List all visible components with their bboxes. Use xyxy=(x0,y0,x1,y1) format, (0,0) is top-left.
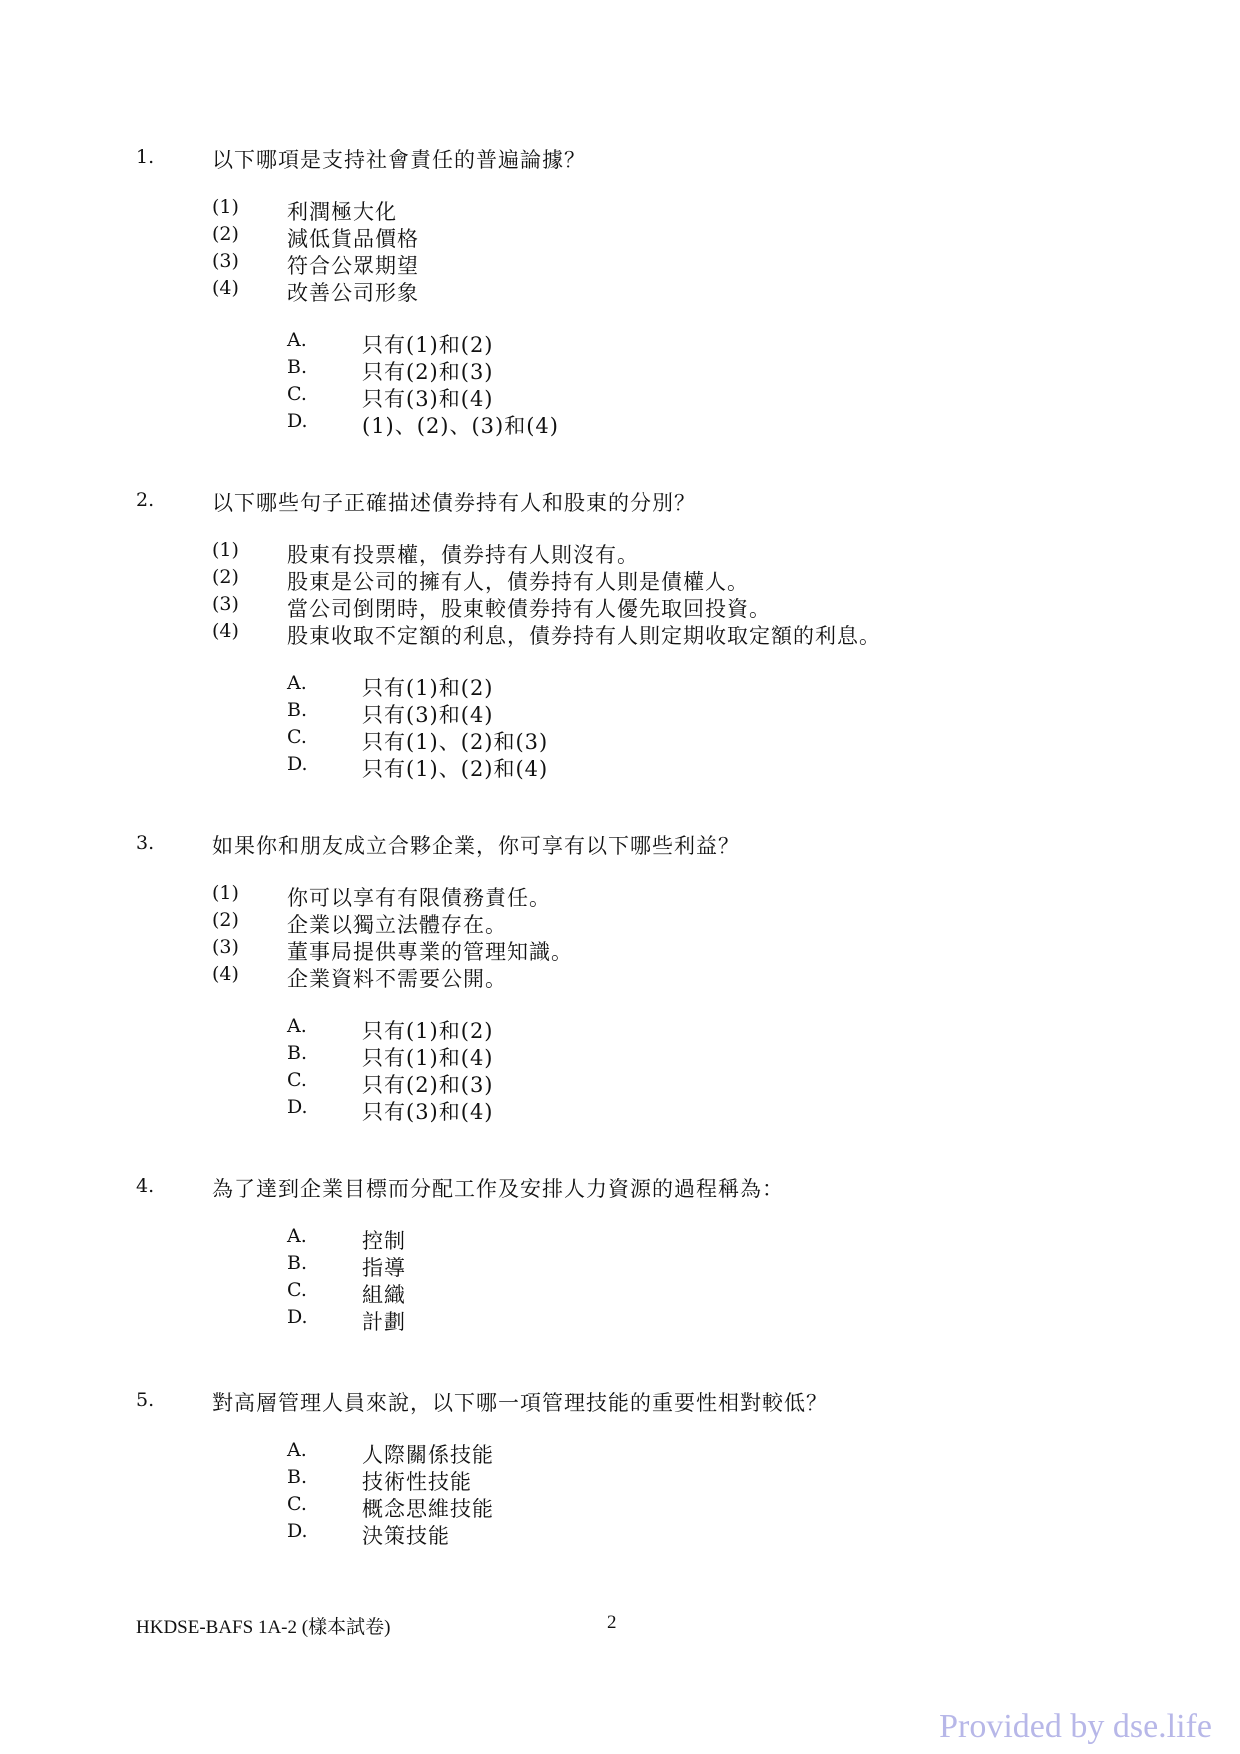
statement-row xyxy=(0,277,1240,304)
statement-text: 減低貨品價格 xyxy=(287,227,419,251)
option-row[interactable] xyxy=(0,1096,1240,1123)
option-label: B. xyxy=(287,356,308,378)
question-number: 3. xyxy=(136,832,155,854)
option-text: 控制 xyxy=(362,1229,406,1253)
statement-label: (2) xyxy=(212,566,239,588)
option-label: A. xyxy=(287,1439,307,1461)
statement-text: 符合公眾期望 xyxy=(287,254,419,278)
statement-label: (4) xyxy=(212,277,239,299)
statement-label: (4) xyxy=(212,620,239,642)
statement-row xyxy=(0,250,1240,277)
option-text: 決策技能 xyxy=(362,1524,450,1548)
option-label: B. xyxy=(287,1042,308,1064)
statement-text: 改善公司形象 xyxy=(287,281,419,305)
footer-paper-code: HKDSE-BAFS 1A-2 (樣本試卷) xyxy=(136,1617,391,1638)
statement-text: 董事局提供專業的管理知識。 xyxy=(287,940,573,964)
option-row[interactable] xyxy=(0,1225,1240,1252)
statement-row xyxy=(0,936,1240,963)
option-row[interactable] xyxy=(0,699,1240,726)
option-text: 只有(1)、(2)和(3) xyxy=(362,730,549,754)
option-label: B. xyxy=(287,1466,308,1488)
option-text: 只有(1)、(2)和(4) xyxy=(362,757,549,781)
option-row[interactable] xyxy=(0,383,1240,410)
option-label: D. xyxy=(287,1306,308,1328)
question-number: 5. xyxy=(136,1389,155,1411)
option-row[interactable] xyxy=(0,1439,1240,1466)
option-label: A. xyxy=(287,329,307,351)
option-row[interactable] xyxy=(0,1520,1240,1547)
statement-row xyxy=(0,620,1240,647)
statement-label: (4) xyxy=(212,963,239,985)
option-text: 只有(1)和(2) xyxy=(362,333,494,357)
option-text: 概念思維技能 xyxy=(362,1497,494,1521)
option-label: B. xyxy=(287,1252,308,1274)
option-row[interactable] xyxy=(0,1466,1240,1493)
statement-label: (3) xyxy=(212,936,239,958)
option-text: 只有(2)和(3) xyxy=(362,1073,494,1097)
option-row[interactable] xyxy=(0,1252,1240,1279)
statement-row xyxy=(0,593,1240,620)
statement-row xyxy=(0,196,1240,223)
option-row[interactable] xyxy=(0,329,1240,356)
option-text: 組織 xyxy=(362,1283,406,1307)
option-row[interactable] xyxy=(0,1042,1240,1069)
statement-label: (1) xyxy=(212,196,239,218)
option-row[interactable] xyxy=(0,1279,1240,1306)
question-number: 2. xyxy=(136,489,155,511)
option-label: D. xyxy=(287,1520,308,1542)
option-text: (1)、(2)、(3)和(4) xyxy=(362,414,559,438)
option-label: D. xyxy=(287,753,308,775)
option-text: 只有(3)和(4) xyxy=(362,387,494,411)
option-label: A. xyxy=(287,1015,307,1037)
option-label: A. xyxy=(287,672,307,694)
option-label: D. xyxy=(287,410,308,432)
option-text: 只有(2)和(3) xyxy=(362,360,494,384)
statement-label: (2) xyxy=(212,223,239,245)
statement-row xyxy=(0,539,1240,566)
option-row[interactable] xyxy=(0,726,1240,753)
statement-label: (2) xyxy=(212,909,239,931)
statement-row xyxy=(0,223,1240,250)
statement-text: 你可以享有有限債務責任。 xyxy=(287,886,551,910)
option-label: C. xyxy=(287,1279,307,1301)
option-text: 只有(3)和(4) xyxy=(362,703,494,727)
option-text: 只有(1)和(2) xyxy=(362,1019,494,1043)
option-label: C. xyxy=(287,726,307,748)
option-text: 只有(3)和(4) xyxy=(362,1100,494,1124)
statement-row xyxy=(0,882,1240,909)
option-label: B. xyxy=(287,699,308,721)
option-text: 只有(1)和(2) xyxy=(362,676,494,700)
statement-text: 股東收取不定額的利息，債券持有人則定期收取定額的利息。 xyxy=(287,624,881,648)
option-row[interactable] xyxy=(0,672,1240,699)
option-label: C. xyxy=(287,1069,307,1091)
statement-label: (3) xyxy=(212,593,239,615)
question-text: 對高層管理人員來說，以下哪一項管理技能的重要性相對較低？ xyxy=(212,1391,828,1415)
option-text: 人際關係技能 xyxy=(362,1443,494,1467)
option-text: 技術性技能 xyxy=(362,1470,472,1494)
statement-text: 企業以獨立法體存在。 xyxy=(287,913,507,937)
question-text: 以下哪項是支持社會責任的普遍論據？ xyxy=(212,148,586,172)
statement-row xyxy=(0,566,1240,593)
statement-text: 企業資料不需要公開。 xyxy=(287,967,507,991)
option-text: 計劃 xyxy=(362,1310,406,1334)
option-row[interactable] xyxy=(0,1493,1240,1520)
option-label: A. xyxy=(287,1225,307,1247)
statement-label: (3) xyxy=(212,250,239,272)
statement-text: 利潤極大化 xyxy=(287,200,397,224)
option-label: C. xyxy=(287,1493,307,1515)
question-text: 如果你和朋友成立合夥企業，你可享有以下哪些利益？ xyxy=(212,834,740,858)
option-row[interactable] xyxy=(0,753,1240,780)
option-label: D. xyxy=(287,1096,308,1118)
option-row[interactable] xyxy=(0,1015,1240,1042)
question-number: 1. xyxy=(136,146,155,168)
question-text: 為了達到企業目標而分配工作及安排人力資源的過程稱為： xyxy=(212,1177,784,1201)
statement-text: 股東有投票權，債券持有人則沒有。 xyxy=(287,543,639,567)
statement-label: (1) xyxy=(212,539,239,561)
option-row[interactable] xyxy=(0,410,1240,437)
option-row[interactable] xyxy=(0,356,1240,383)
question-text: 以下哪些句子正確描述債券持有人和股東的分別？ xyxy=(212,491,696,515)
option-label: C. xyxy=(287,383,307,405)
option-text: 指導 xyxy=(362,1256,406,1280)
question-number: 4. xyxy=(136,1175,155,1197)
statement-label: (1) xyxy=(212,882,239,904)
watermark-text: Provided by dse.life xyxy=(939,1708,1212,1745)
option-row[interactable] xyxy=(0,1306,1240,1333)
statement-text: 當公司倒閉時，股東較債券持有人優先取回投資。 xyxy=(287,597,771,621)
page-number: 2 xyxy=(607,1612,617,1633)
statement-row xyxy=(0,909,1240,936)
option-text: 只有(1)和(4) xyxy=(362,1046,494,1070)
statement-row xyxy=(0,963,1240,990)
statement-text: 股東是公司的擁有人，債券持有人則是債權人。 xyxy=(287,570,749,594)
option-row[interactable] xyxy=(0,1069,1240,1096)
